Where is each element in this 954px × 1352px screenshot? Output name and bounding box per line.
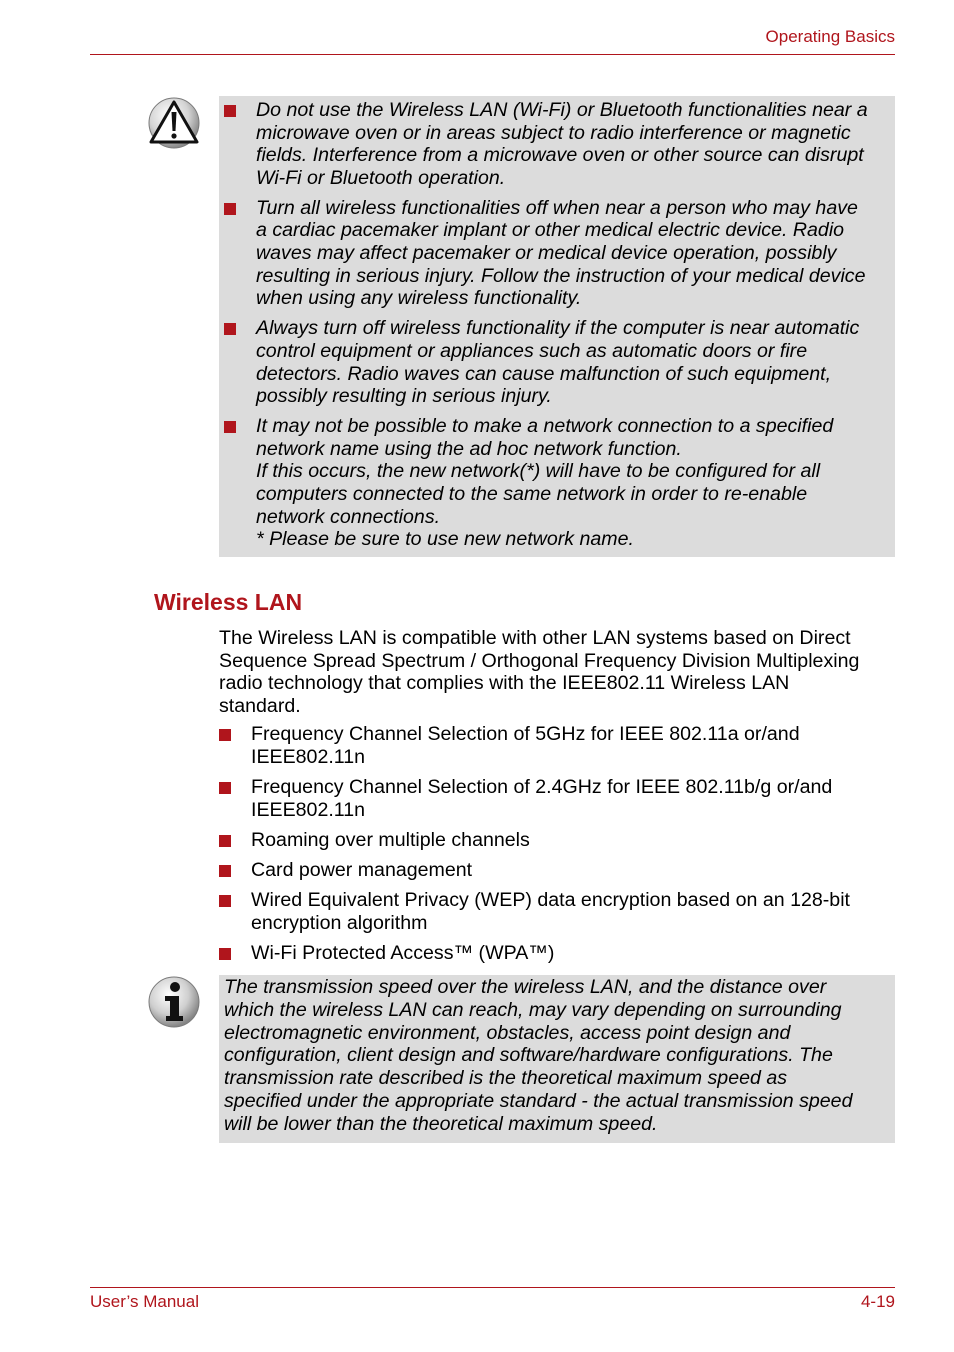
feature-list (219, 723, 895, 972)
caution-item: Always turn off wireless functionality if the computer is near automatic control equipment or appliances such as automatic doors or fire detectors. Radio waves can cause malfunction of such equipment, possibly resulting in serious injury. (224, 317, 892, 407)
note-text: The transmission speed over the wireless LAN, and the distance over which the wireless LAN can reach, may vary depending on surrounding electromagnetic environment, obstacles, access point design and configuration, client design and software/hardware configurations. The transmission rate described is the theoretical maximum speed as specified under the appropriate standard - the actual transmission speed will be lower than the theoretical maximum speed. (224, 976, 853, 1135)
footer-divider (90, 1287, 895, 1288)
warning-triangle-icon (148, 97, 200, 149)
caution-list (224, 99, 892, 558)
intro-paragraph: The Wireless LAN is compatible with other LAN systems based on Direct Sequence Spread Spectrum / Orthogonal Frequency Division Multiplexing radio technology that complies with the IEEE802.11 Wireless LAN standard. (219, 627, 860, 718)
square-bullet-icon (219, 782, 231, 794)
section-heading: Wireless LAN (154, 589, 303, 615)
caution-box (219, 96, 895, 557)
list-item: Frequency Channel Selection of 2.4GHz for IEEE 802.11b/g or/and IEEE802.11n (219, 776, 895, 821)
running-header: Operating Basics (765, 27, 895, 46)
square-bullet-icon (219, 865, 231, 877)
list-item: Card power management (219, 859, 895, 882)
note-box (219, 975, 895, 1143)
list-item: Wi-Fi Protected Access™ (WPA™) (219, 942, 895, 965)
caution-item: Turn all wireless functionalities off when near a person who may have a cardiac pacemaker implant or other medical electric device. Radio waves may affect pacemaker or medical device operation, possibly resulting in serious injury. Follow the instruction of your medical device when using any wireless functionality. (224, 197, 892, 310)
list-item: Frequency Channel Selection of 5GHz for IEEE 802.11a or/and IEEE802.11n (219, 723, 895, 768)
page-number: 4-19 (860, 1292, 895, 1311)
square-bullet-icon (224, 203, 236, 215)
caution-item: Do not use the Wireless LAN (Wi-Fi) or Bluetooth functionalities near a microwave oven or in areas subject to radio interference or magnetic fields. Interference from a microwave oven or other source can disrupt Wi-Fi or Bluetooth operation. (224, 99, 892, 189)
list-item: Roaming over multiple channels (219, 829, 895, 852)
square-bullet-icon (224, 421, 236, 433)
caution-item: It may not be possible to make a network connection to a specified network name using the ad hoc network function. If this occurs, the new network(*) will have to be configured for all computers connected to the same network in order to re-enable network connections. * Please be sure to use new network name. (224, 415, 892, 551)
header-divider (90, 54, 895, 55)
square-bullet-icon (219, 895, 231, 907)
square-bullet-icon (224, 105, 236, 117)
square-bullet-icon (224, 323, 236, 335)
info-icon (148, 976, 200, 1028)
square-bullet-icon (219, 835, 231, 847)
footer-manual-title: User’s Manual (90, 1292, 199, 1311)
list-item: Wired Equivalent Privacy (WEP) data encryption based on an 128-bit encryption algorithm (219, 889, 895, 934)
square-bullet-icon (219, 948, 231, 960)
square-bullet-icon (219, 729, 231, 741)
